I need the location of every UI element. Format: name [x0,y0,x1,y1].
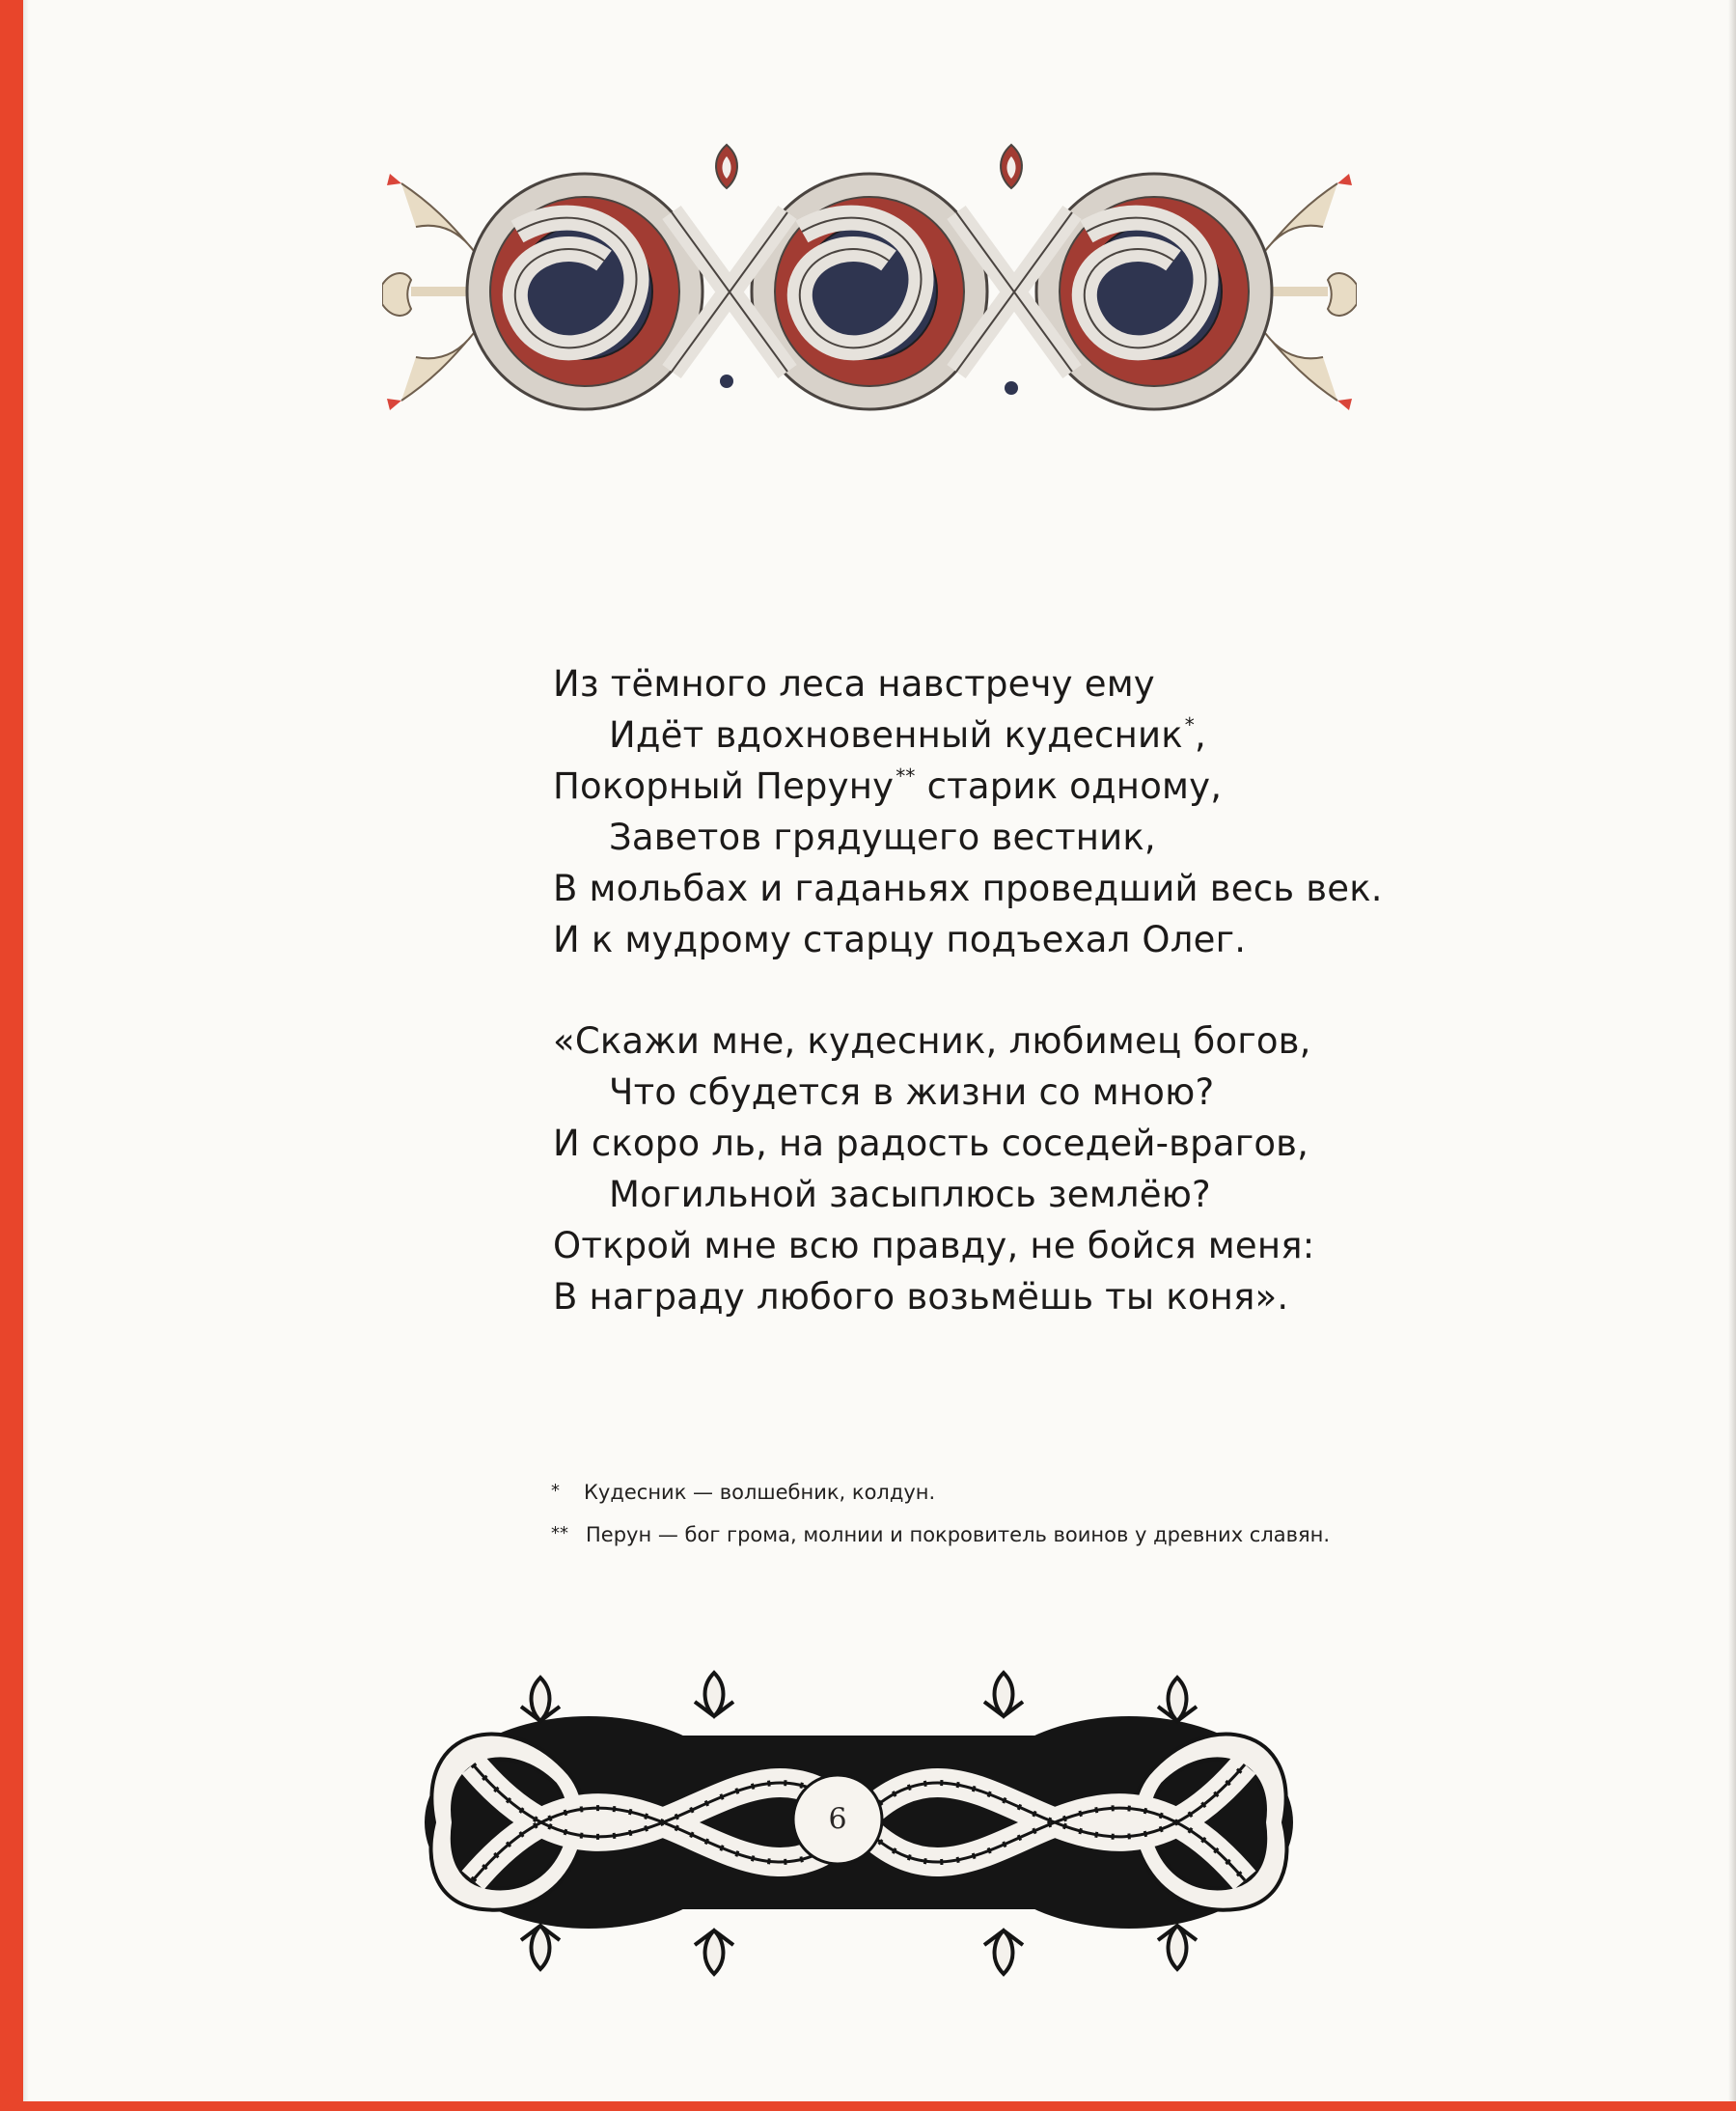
top-interlace-ornament [382,135,1357,449]
poem-line: Покорный Перуну ** старик одному, [553,764,1223,807]
poem-line: Могильной засыплюсь землёю? [609,1174,1211,1215]
page-edge-right [1728,0,1736,2111]
footnote [551,1470,1612,1513]
page-edge-bottom [0,2101,1736,2111]
poem-line: Открой мне всю правду, не бойся меня: [553,1225,1315,1266]
footnote-mark: ** [551,1523,568,1543]
page-edge-left [0,0,23,2111]
footnote-mark: * [551,1481,560,1501]
poem [553,658,1518,1373]
bottom-interlace-ornament [396,1668,1322,1979]
footnotes [551,1470,1612,1555]
footnote-text: Кудесник — волшебник, колдун. [584,1481,936,1504]
footnote-reference[interactable]: ** [896,764,916,788]
poem-line: В мольбах и гаданьях проведший весь век. [553,868,1383,909]
top-ornament-knot-2 [752,174,987,409]
poem-line: Что сбудется в жизни со мною? [609,1071,1215,1113]
poem-line: В награду любого возьмёшь ты коня». [553,1276,1289,1318]
footnote-reference[interactable]: * [1184,713,1195,736]
poem-line: «Скажи мне, кудесник, любимец богов, [553,1020,1311,1062]
stanza-1 [553,658,1518,965]
poem-line: Заветов грядущего вестник, [609,817,1156,858]
top-ornament-knot-1 [467,174,703,409]
stanza-2 [553,1015,1518,1322]
top-ornament-knot-3 [1036,174,1272,409]
poem-line: Идёт вдохновенный кудесник *, [609,713,1206,756]
poem-line: И к мудрому старцу подъехал Олег. [553,919,1247,960]
footnote-text: Перун — бог грома, молнии и покровитель воинов у древних славян. [586,1523,1331,1546]
footnote [551,1513,1612,1555]
poem-line: И скоро ль, на радость соседей-врагов, [553,1123,1309,1164]
poem-line: Из тёмного леса навстречу ему [553,663,1155,705]
